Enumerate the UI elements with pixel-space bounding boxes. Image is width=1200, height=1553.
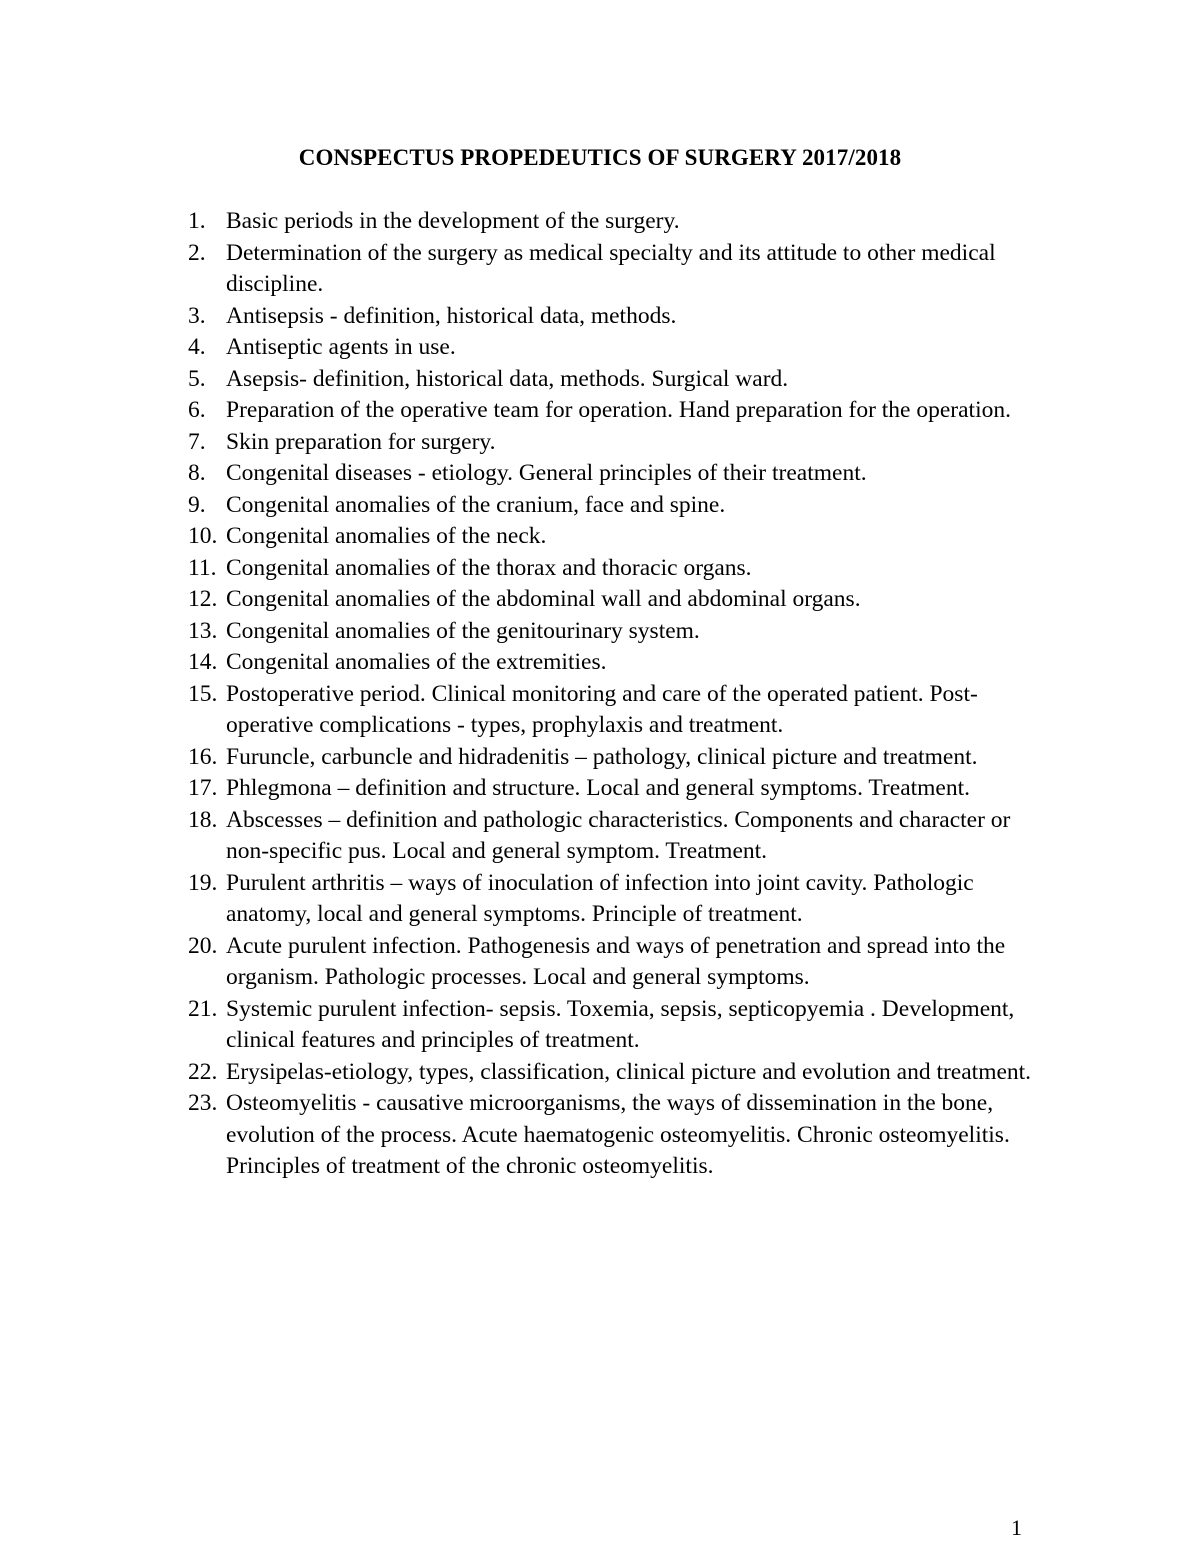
item-text: Purulent arthritis – ways of inoculation of infection into joint cavity. Pathologic anatomy, local and general symptoms. Principle of treatment. bbox=[226, 869, 974, 927]
item-text: Postoperative period. Clinical monitoring and care of the operated patient. Post-operative complications - types, prophylaxis and treatment. bbox=[226, 680, 978, 738]
item-text: Preparation of the operative team for operation. Hand preparation for the operation. bbox=[226, 397, 1011, 423]
list-item bbox=[188, 616, 1038, 648]
list-item bbox=[188, 868, 1038, 931]
list-item bbox=[188, 1057, 1038, 1089]
list-item bbox=[188, 364, 1038, 396]
page-number: 1 bbox=[1011, 1515, 1022, 1540]
item-text: Antiseptic agents in use. bbox=[226, 334, 456, 360]
item-number: 3. bbox=[188, 302, 206, 329]
item-text: Systemic purulent infection- sepsis. Toxemia, sepsis, septicopyemia . Development, clinical features and principles of treatment. bbox=[226, 995, 1015, 1053]
item-number: 12. bbox=[188, 586, 218, 612]
item-text: Congenital anomalies of the genitourinary system. bbox=[226, 617, 700, 644]
item-number: 20. bbox=[188, 932, 218, 959]
item-number: 17. bbox=[188, 775, 218, 801]
item-number: 16. bbox=[188, 743, 218, 770]
item-text: Basic periods in the development of the surgery. bbox=[226, 208, 680, 234]
item-number: 11. bbox=[188, 554, 217, 581]
item-text: Osteomyelitis - causative microorganisms, the ways of dissemination in the bone, evolution of the process. Acute haematogenic osteomyelitis. Chronic osteomyelitis. Principles of treatment of the chronic osteomyelitis. bbox=[226, 1090, 1010, 1179]
item-number: 21. bbox=[188, 995, 218, 1022]
list-item bbox=[188, 742, 1038, 774]
list-item bbox=[188, 584, 1038, 616]
list-item bbox=[188, 679, 1038, 742]
item-number: 19. bbox=[188, 869, 218, 896]
item-number: 8. bbox=[188, 460, 206, 486]
list-item bbox=[188, 238, 1038, 301]
item-text: Determination of the surgery as medical specialty and its attitude to other medical discipline. bbox=[226, 239, 996, 297]
list-item bbox=[188, 931, 1038, 994]
list-item bbox=[188, 1088, 1038, 1183]
list-item bbox=[188, 206, 1038, 238]
item-text: Congenital anomalies of the cranium, face and spine. bbox=[226, 491, 726, 518]
item-text: Congenital anomalies of the thorax and thoracic organs. bbox=[226, 554, 752, 581]
item-text: Congenital anomalies of the neck. bbox=[226, 523, 547, 549]
list-item bbox=[188, 553, 1038, 585]
item-number: 5. bbox=[188, 365, 206, 392]
item-text: Congenital anomalies of the extremities. bbox=[226, 649, 607, 675]
item-number: 18. bbox=[188, 806, 218, 833]
list-item bbox=[188, 805, 1038, 868]
item-number: 7. bbox=[188, 428, 206, 455]
list-item bbox=[188, 301, 1038, 333]
item-text: Congenital anomalies of the abdominal wall and abdominal organs. bbox=[226, 586, 861, 612]
topic-list bbox=[188, 206, 1038, 1183]
item-text: Abscesses – definition and pathologic characteristics. Components and character or non-specific pus. Local and general symptom. Treatment. bbox=[226, 806, 1011, 864]
list-item bbox=[188, 994, 1038, 1057]
list-item bbox=[188, 427, 1038, 459]
item-number: 10. bbox=[188, 523, 218, 549]
item-number: 4. bbox=[188, 334, 206, 360]
page-title: CONSPECTUS PROPEDEUTICS OF SURGERY 2017/2018 bbox=[298, 145, 902, 170]
list-item bbox=[188, 458, 1038, 490]
item-number: 14. bbox=[188, 649, 218, 675]
item-number: 15. bbox=[188, 680, 218, 707]
item-text: Skin preparation for surgery. bbox=[226, 428, 496, 455]
item-number: 2. bbox=[188, 239, 206, 266]
item-number: 6. bbox=[188, 397, 206, 423]
list-item bbox=[188, 395, 1038, 427]
item-number: 9. bbox=[188, 491, 206, 518]
item-number: 22. bbox=[188, 1058, 218, 1085]
list-item bbox=[188, 332, 1038, 364]
item-text: Asepsis- definition, historical data, methods. Surgical ward. bbox=[226, 365, 789, 392]
list-item bbox=[188, 521, 1038, 553]
item-text: Congenital diseases - etiology. General principles of their treatment. bbox=[226, 460, 867, 486]
list-item bbox=[188, 490, 1038, 522]
item-text: Acute purulent infection. Pathogenesis and ways of penetration and spread into the organism. Pathologic processes. Local and general symptoms. bbox=[226, 932, 1006, 990]
item-text: Phlegmona – definition and structure. Local and general symptoms. Treatment. bbox=[226, 775, 971, 801]
list-item bbox=[188, 773, 1038, 805]
item-text: Antisepsis - definition, historical data, methods. bbox=[226, 302, 677, 329]
item-number: 23. bbox=[188, 1090, 218, 1116]
item-text: Furuncle, carbuncle and hidradenitis – pathology, clinical picture and treatment. bbox=[226, 743, 978, 770]
item-number: 1. bbox=[188, 208, 206, 234]
item-text: Erysipelas-etiology, types, classification, clinical picture and evolution and treatment. bbox=[226, 1058, 1032, 1085]
list-item bbox=[188, 647, 1038, 679]
item-number: 13. bbox=[188, 617, 218, 644]
